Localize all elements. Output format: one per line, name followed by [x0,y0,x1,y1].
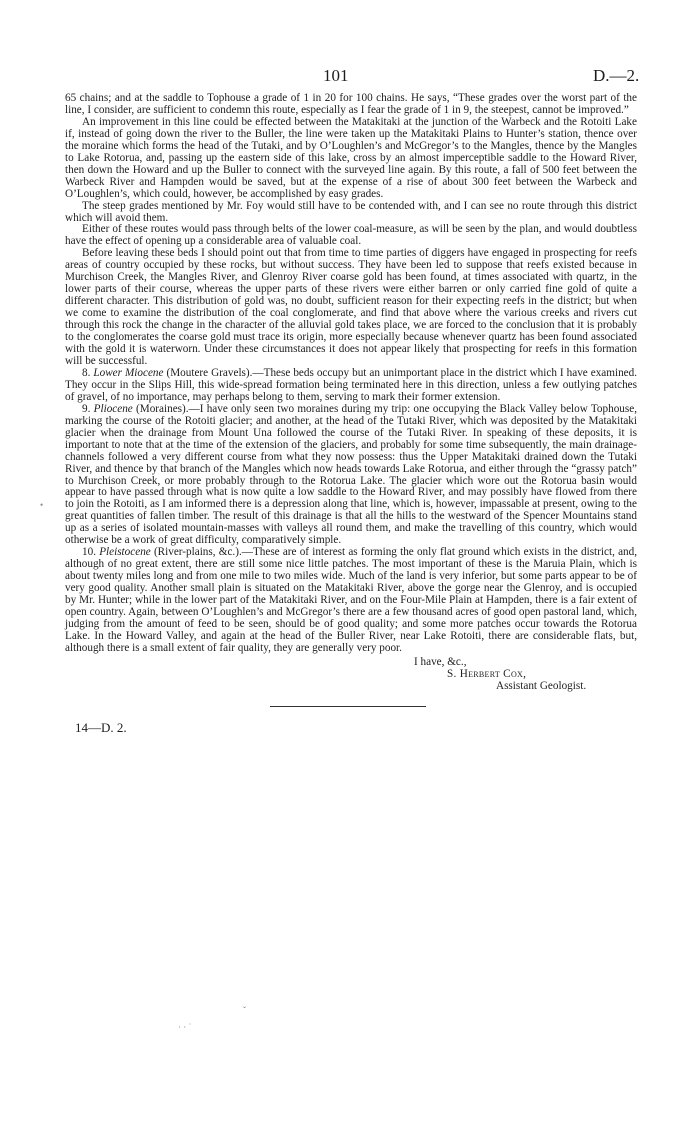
scan-speck: ˇ [243,1005,246,1015]
section-lower-miocene [65,368,637,404]
paragraph: 65 chains; and at the saddle to Tophouse a grade of 1 in 20 for 100 chains. He says, “These grades over the worst part of the line, I consider, are sufficient to condemn this route, especially as I fear the grade of 1 in 9, the steepest, cannot be improved.” [65,92,637,116]
section-number: 9. [82,402,91,415]
page-number: 101 [323,66,349,85]
section-text: I have only seen two moraines during my trip: one occupying the Black Valley below Tophouse, marking the course of the Rotoiti glacier; and another, at the head of the Tutaki River, which was deposited by the Matakitaki glacier when the drainage from Mount Una followed the course of the Tutaki River. In speaking of these deposits, it is important to note that at the time of the extension of the glaciers, and probably for some time subsequently, the main drainage-channels followed a very different course from what they now possess: thus the Upper Matakitaki drained down the Tutaki River, and thence by that branch of the Mangles which now heads towards Lake Rotorua, and either through the “grassy patch” to Murchison Creek, or more probably through to the Rotorua Lake. The glacier which wore out the Rotorua basin would appear to have passed through what is now quite a low saddle to the Howard River, and may possibly have flowed from there to join the Rotoiti, as I am informed there is a depression along that line, which is, however, impassable at present, owing to the great quantities of fallen timber. The result of this drainage is that all the hills to the westward of the Spencer Mountains stand up as a series of isolated mountain-masses with valleys all round them, and make the travelling of this country, which would otherwise be a work of great difficulty, comparatively simple. [65,402,638,547]
sheet-reference: 14—D. 2. [75,720,127,735]
divider-rule [270,706,426,707]
document-reference: D.—2. [593,66,640,85]
section-pliocene [65,404,637,547]
section-number: 10. [82,546,96,559]
section-subtitle: (River-plains, &c.).— [153,546,253,559]
signature-closing: I have, &c., [414,656,467,668]
body-text [65,93,637,655]
signature-title: Assistant Geologist. [496,680,587,692]
section-number: 8. [82,366,91,379]
paragraph: Before leaving these beds I should point out that from time to time parties of diggers have engaged in prospecting for reefs areas of country occupied by these rocks, but without success. They have been led to suppose that reefs existed because in Murchison Creek, the Mangles River, and Glenroy River coarse gold has been found, at times associated with quartz, in the lower parts of their course, whereas the upper parts of these rivers were either barren or only carried fine gold of quite a different character. This distribution of gold was, no doubt, sufficient reason for their expecting reefs in the district; but when we come to examine the distribution of the coal conglomerate, and find that above where the various creeks and rivers cut through this rock the change in the character of the alluvial gold takes place, we are forced to the conclusion that it is probably to the conglomerates the coarse gold must trace its origin, more especially because whenever quartz has been found associated with the gold it is waterworn. Under these circumstances it does not appear likely that prospecting for reefs in this formation will be successful. [65,247,637,367]
section-text: These beds occupy but an unimportant place in the district which I have examined. They occur in the Slips Hill, this wide-spread formation being terminated here in this direction, unless a few outlying patches of gravel, of no importance, may perhaps belong to them, serving to mark their former extension. [65,366,638,403]
paragraph: Either of these routes would pass through belts of the lower coal-measure, as will be seen by the plan, and would doubtless have the effect of opening up a considerable area of valuable coal. [65,223,637,248]
section-title: Lower Miocene [93,366,164,379]
paragraph: An improvement in this line could be effected between the Matakitaki at the junction of the Warbeck and the Rotoiti Lake if, instead of going down the river to the Buller, the line were taken up the Matakitaki Plains to Hunter’s station, thence over the moraine which forms the head of the Tutaki, and by O’Loughlen’s and McGregor’s to the Mangles, thence by the Mangles to Lake Rotorua, and, passing up the eastern side of this lake, cross by an almost imperceptible saddle to the Howard River, then down the Howard and up the Buller to connect with the surveyed line again. By this route, a fall of 500 feet between the Warbeck River and Hampden would be saved, but at the expense of a rise of about 300 feet between the Warbeck and O’Loughlen’s, which could, however, be accomplished by easy grades. [65,115,637,200]
section-pleistocene [65,547,637,655]
section-text: These are of interest as forming the only flat ground which exists in the district, and, although of no great extent, there are still some nice little patches. The most important of these is the Maruia Plain, which is about twenty miles long and from one mile to two miles wide. Much of the land is very inferior, but some parts appear to be of very good quality. Another small plain is situated on the Matakitaki River, above the gorge near the Glenroy, and is occupied by Mr. Hunter; while in the lower part of the Matakitaki River, and on the Four-Mile Plain at Hampden, there is a fair extent of open country. Again, between O’Loughlen’s and McGregor’s there are a few thousand acres of good open pastoral land, which, judging from the amount of feed to be seen, should be of good quality; and some more patches occur towards the Rotorua Lake. In the Howard Valley, and again at the head of the Buller River, near Lake Rotoiti, there are considerable flats, but, although there is a small extent of fair quality, they are generally very poor. [65,546,638,654]
scan-speck: · · ˙ [178,1022,192,1032]
signature-name: S. Herbert Cox, [447,668,527,680]
section-title: Pleistocene [99,546,151,559]
section-subtitle: (Moutere Gravels).— [166,366,264,379]
paragraph: The steep grades mentioned by Mr. Foy would still have to be contended with, and I can see no route through this district which will avoid them. [65,199,637,224]
section-subtitle: (Moraines).— [136,402,200,415]
scan-speck: • [40,500,44,510]
section-title: Pliocene [93,402,133,415]
